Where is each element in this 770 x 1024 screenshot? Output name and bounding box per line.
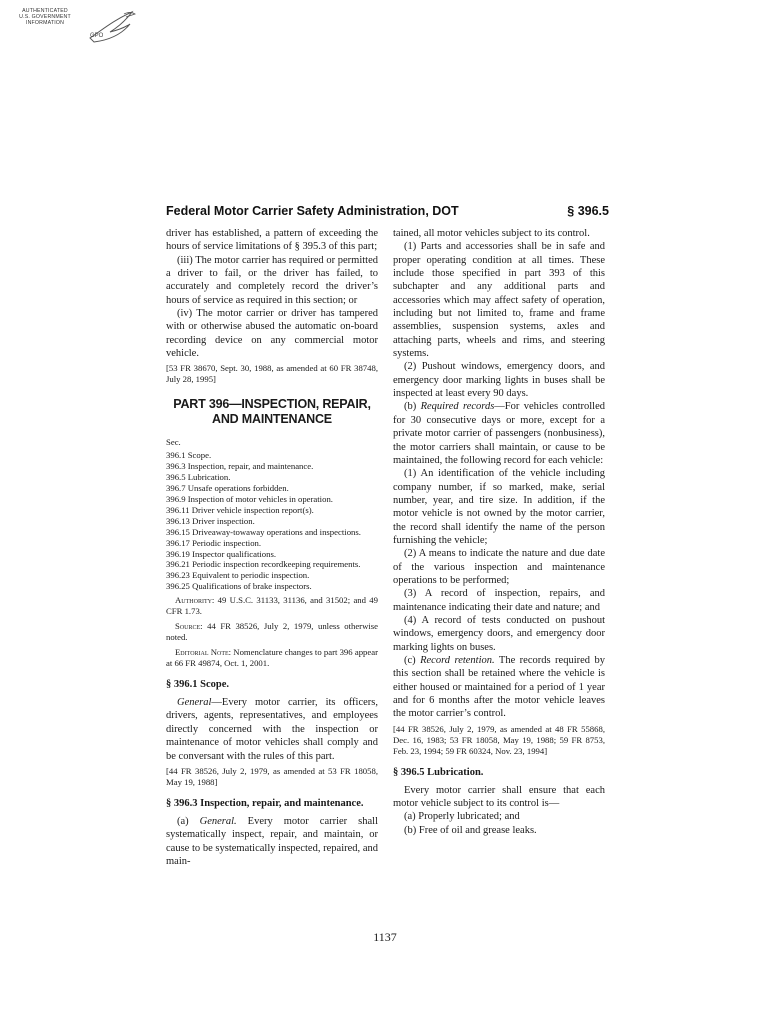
paragraph: (a) Properly lubricated; and [404, 811, 520, 823]
running-header [166, 204, 609, 218]
paragraph: (c) Record retention. The records required by this section shall be retained where the vehicle is either housed or maintained for a period of 1 year and for 6 months after the motor vehicle leaves the motor carrier’s control. [393, 655, 605, 720]
paragraph: (1) Parts and accessories shall be in safe and proper operating condition at all times. These include those specified in part 393 of this subchapter and any additional parts and accessories which may affect safety of operation, including but not limited to, frame and frame assemblies, suspension systems, axles and attaching parts, wheels and rims, and steering systems. [393, 241, 605, 360]
right-column [393, 227, 605, 837]
authority-note: Authority: 49 U.S.C. 31133, 31136, and 31502; and 49 CFR 1.73. [166, 595, 378, 617]
citation: [53 FR 38670, Sept. 30, 1988, as amended at 60 FR 38748, July 28, 1995] [166, 363, 378, 385]
paragraph: General—Every motor carrier, its officers, drivers, agents, representatives, and employees directly concerned with the inspection or maintenance of motor vehicles shall comply and be conversant with the rules of this part. [166, 697, 378, 762]
toc-item: 396.15 Driveaway-towaway operations and inspections. [166, 526, 361, 537]
paragraph: (iv) The motor carrier or driver has tampered with or otherwise abused the automatic on-board recording device on any commercial motor vehicle. [166, 308, 378, 360]
toc-item: 396.9 Inspection of motor vehicles in operation. [166, 493, 333, 504]
citation: [44 FR 38526, July 2, 1979, as amended at 48 FR 55868, Dec. 16, 1983; 53 FR 18058, May 19, 1988; 59 FR 8753, Feb. 23, 1994; 59 FR 60324, Nov. 23, 1994] [393, 723, 605, 756]
part-title: PART 396—INSPECTION, REPAIR, AND MAINTENANCE [173, 397, 371, 427]
header-agency: Federal Motor Carrier Safety Administration, DOT [166, 204, 459, 218]
paragraph: (a) General. Every motor carrier shall systematically inspect, repair, and maintain, or cause to be systematically inspected, repaired, and main- [166, 815, 378, 867]
toc-item: 396.11 Driver vehicle inspection report(s). [166, 504, 314, 515]
eagle-logo-icon [80, 8, 142, 48]
paragraph: driver has established, a pattern of exceeding the hours of service limitations of § 395.3 of this part; [166, 228, 378, 253]
toc-item: 396.13 Driver inspection. [166, 515, 255, 526]
section-heading-396-1: § 396.1 Scope. [166, 679, 229, 691]
paragraph: (iii) The motor carrier has required or permitted a driver to fail, or the driver has failed, to accurately and completely record the driver’s hours of service as required in this section; or [166, 254, 378, 306]
paragraph: (1) An identification of the vehicle including company number, if so marked, make, serial number, year, and tire size. In addition, if the motor vehicle is not owned by the motor carrier, the record shall identify the name of the person furnishing the vehicle; [393, 468, 605, 546]
toc-item: 396.21 Periodic inspection recordkeeping requirements. [166, 559, 361, 570]
paragraph: (b) Free of oil and grease leaks. [404, 824, 537, 836]
toc-item: 396.23 Equivalent to periodic inspection. [166, 570, 310, 581]
source-note: Source: 44 FR 38526, July 2, 1979, unless otherwise noted. [166, 621, 378, 643]
left-column [166, 227, 378, 868]
toc-item: 396.7 Unsafe operations forbidden. [166, 483, 289, 494]
section-heading-396-5: § 396.5 Lubrication. [393, 766, 484, 778]
authentication-text: AUTHENTICATED U.S. GOVERNMENT INFORMATION [19, 8, 71, 26]
header-section: § 396.5 [567, 204, 609, 218]
toc-item: 396.1 Scope. [166, 450, 212, 461]
editorial-note: Editorial Note: Nomenclature changes to part 396 appear at 66 FR 49874, Oct. 1, 2001. [166, 647, 378, 669]
paragraph: (3) A record of inspection, repairs, and maintenance indicating their date and nature; and [393, 588, 605, 613]
paragraph: Every motor carrier shall ensure that each motor vehicle subject to its control is— [393, 784, 605, 810]
page-number: 1137 [373, 930, 397, 944]
table-of-contents [166, 437, 378, 592]
toc-sec-label: Sec. [166, 437, 181, 448]
toc-item: 396.5 Lubrication. [166, 472, 231, 483]
section-heading-396-3: § 396.3 Inspection, repair, and maintenance. [166, 797, 364, 809]
paragraph: (2) Pushout windows, emergency doors, and emergency door marking lights in buses shall be inspected at least every 90 days. [393, 361, 605, 400]
toc-item: 396.25 Qualifications of brake inspectors. [166, 581, 312, 592]
paragraph: tained, all motor vehicles subject to its control. [393, 228, 590, 239]
toc-item: 396.17 Periodic inspection. [166, 537, 262, 548]
authentication-seal [10, 8, 140, 52]
paragraph: (2) A means to indicate the nature and due date of the various inspection and maintenance operations to be performed; [393, 548, 605, 586]
paragraph: (4) A record of tests conducted on pushout windows, emergency doors, and emergency door marking lights on buses. [393, 614, 605, 653]
citation: [44 FR 38526, July 2, 1979, as amended at 53 FR 18058, May 19, 1988] [166, 765, 378, 787]
paragraph: (b) Required records—For vehicles controlled for 30 consecutive days or more, except for a private motor carrier of passengers (nonbusiness), the motor carriers shall maintain, or cause to be maintained, the following record for each vehicle: [393, 401, 605, 466]
gpo-label: GPO [90, 33, 104, 39]
toc-item: 396.19 Inspector qualifications. [166, 548, 277, 559]
toc-item: 396.3 Inspection, repair, and maintenance. [166, 461, 314, 472]
